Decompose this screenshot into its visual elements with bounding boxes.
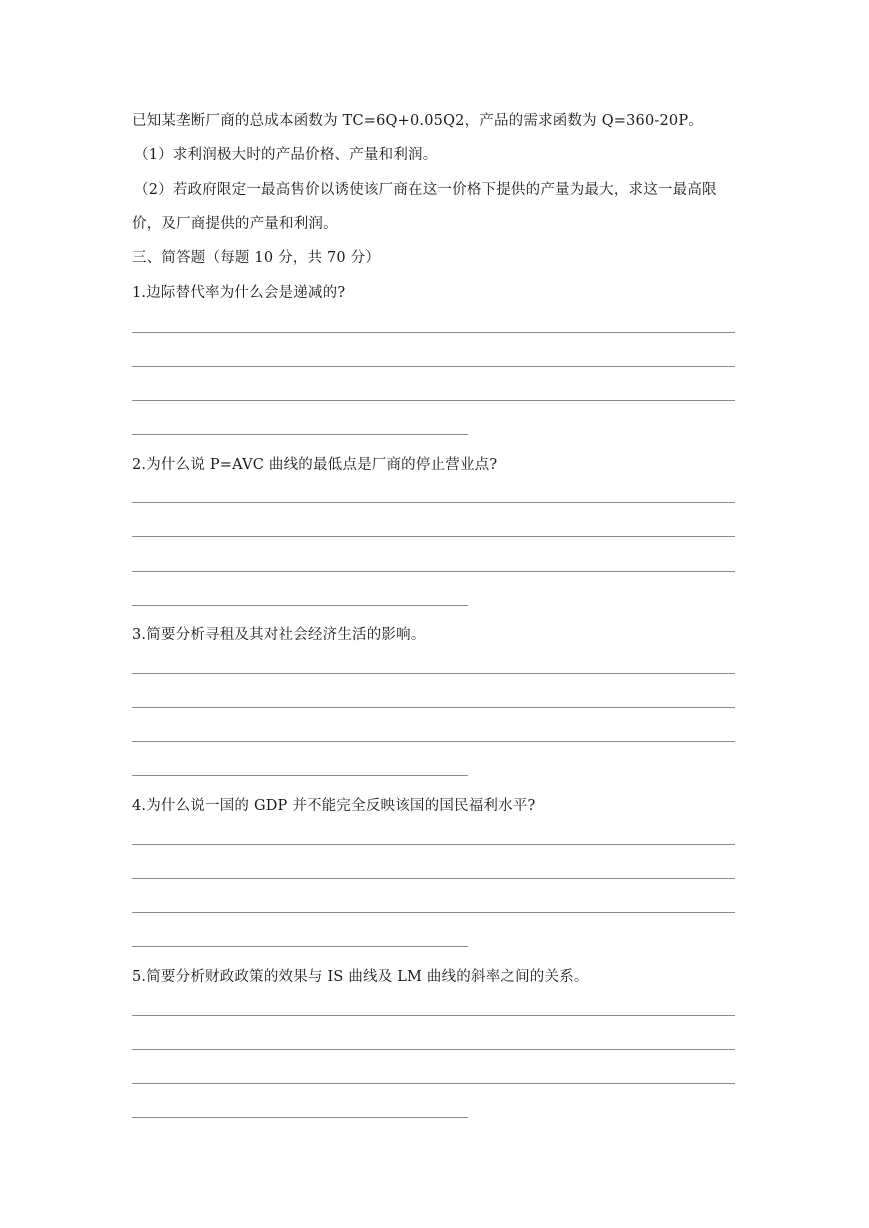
answer-line[interactable]: [132, 878, 735, 879]
answer-line[interactable]: [132, 571, 735, 572]
answer-line[interactable]: [132, 434, 468, 435]
answer-line[interactable]: [132, 1015, 735, 1016]
problem-part-1: （1）求利润极大时的产品价格、产量和利润。: [134, 147, 438, 163]
answer-line[interactable]: [132, 1083, 735, 1084]
question-1: 1.边际替代率为什么会是递减的?: [132, 285, 346, 301]
question-5: 5.简要分析财政政策的效果与 IS 曲线及 LM 曲线的斜率之间的关系。: [132, 969, 589, 985]
answer-line[interactable]: [132, 673, 735, 674]
section-title: 三、简答题（每题 10 分，共 70 分）: [132, 250, 381, 266]
question-3: 3.简要分析寻租及其对社会经济生活的影响。: [132, 627, 426, 643]
question-4: 4.为什么说一国的 GDP 并不能完全反映该国的国民福利水平?: [132, 798, 536, 814]
answer-line[interactable]: [132, 946, 468, 947]
answer-line[interactable]: [132, 775, 468, 776]
answer-line[interactable]: [132, 844, 735, 845]
answer-line[interactable]: [132, 536, 735, 537]
answer-line[interactable]: [132, 332, 735, 333]
answer-line[interactable]: [132, 605, 468, 606]
problem-statement: 已知某垄断厂商的总成本函数为 TC=6Q+0.05Q2，产品的需求函数为 Q=360-20P。: [132, 113, 704, 129]
answer-line[interactable]: [132, 502, 735, 503]
answer-line[interactable]: [132, 366, 735, 367]
problem-part-2-line-1: （2）若政府限定一最高售价以诱使该厂商在这一价格下提供的产量为最大，求这一最高限: [134, 182, 717, 198]
answer-line[interactable]: [132, 707, 735, 708]
answer-line[interactable]: [132, 400, 735, 401]
problem-part-2-line-2: 价，及厂商提供的产量和利润。: [132, 216, 338, 232]
answer-line[interactable]: [132, 741, 735, 742]
answer-line[interactable]: [132, 1117, 468, 1118]
answer-line[interactable]: [132, 1049, 735, 1050]
question-2: 2.为什么说 P=AVC 曲线的最低点是厂商的停止营业点?: [132, 457, 498, 473]
answer-line[interactable]: [132, 912, 735, 913]
